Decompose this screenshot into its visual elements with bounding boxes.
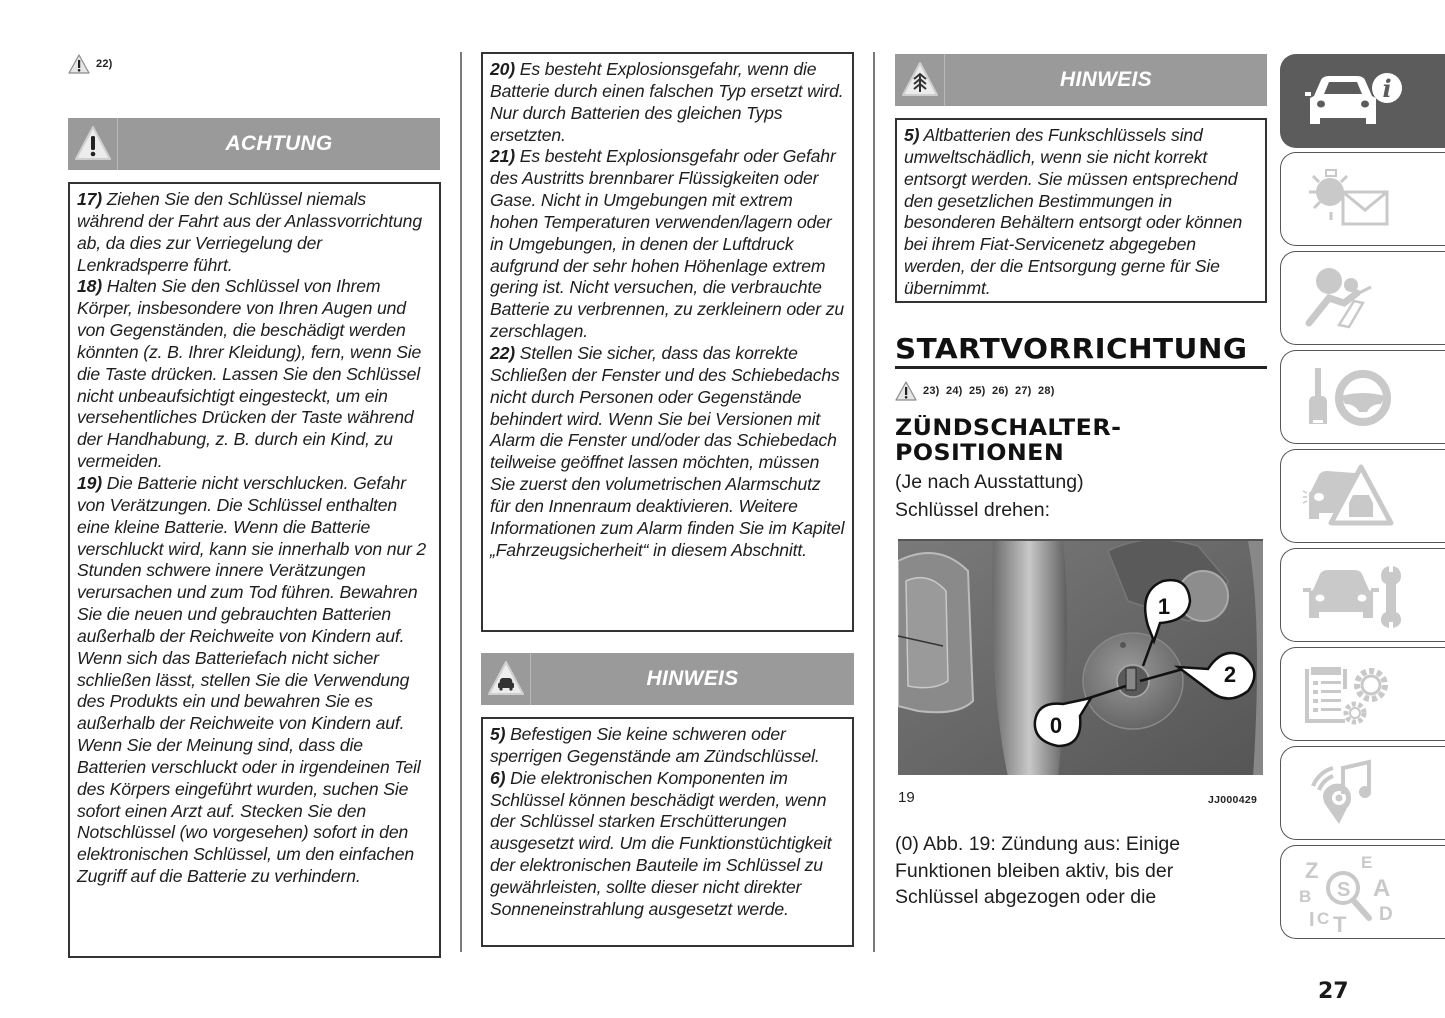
item-text: Altbatterien des Funkschlüssels sind umweltschädlich, wenn sie nicht korrekt entsorgt werden. Sie müssen entsprechend den gesetzlichen Bestimmungen in besonderen Behältern entsorgt oder können bei ihrem Fiat-Servicenetz abgegeben werden, der die Entsorgung gerne für Sie übernimmt. [904,125,1243,298]
tab-technical-data[interactable] [1280,647,1445,741]
svg-text:A: A [1373,875,1391,902]
svg-text:Z: Z [1305,858,1319,883]
tab-emergency[interactable] [1280,449,1445,543]
column-divider-left [460,52,462,952]
item-number: 22) [490,342,515,363]
item-text: Die elektronischen Komponenten im Schlüssel können beschädigt werden, wenn der Schlüssel starken Erschütterungen ausgesetzt wird. Um die Funktionstüchtigkeit der elektronischen Bauteile im Schlüssel zu gewährleisten, sollte dieser nicht direkter Sonneneinstrahlung ausgesetzt werde. [490,767,832,919]
warning-item-21 [490,146,845,343]
car-warning-triangle-icon [1299,461,1409,531]
warning-item-19 [77,473,432,888]
column-divider-right [873,52,875,952]
item-text: Die Batterie nicht verschlucken. Gefahr von Verätzungen. Die Schlüssel enthalten eine kleine Batterie. Wenn die Batterie verschluckt wird, kann sie innerhalb von nur 2 Stunden schwere innere Verätzungen verursachen und zum Tod führen. Bewahren Sie die neuen und gebrauchten Batterien außerhalb der Reichweite von Kindern auf. Wenn sich das Batteriefach nicht sicher schließen lässt, stellen Sie die Verwendung des Produkts ein und bewahren Sie es außerhalb der Reichweite von Kindern auf. Wenn Sie der Meinung sind, dass die Batterien verschluckt oder in irgendeinen Teil des Körpers eingeführt wurden, suchen Sie sofort einen Arzt auf. Stecken Sie den Notschlüssel (wo vorgesehen) sofort in den elektronischen Schlüssel, um den einfachen Zugriff auf die Batterie zu verhindern. [77,472,427,887]
warning-triangle-icon [895,381,917,401]
tab-safety[interactable] [1280,251,1445,345]
tab-car-info[interactable] [1280,54,1445,148]
page-number: 27 [1318,979,1349,1004]
svg-text:E: E [1361,853,1373,872]
item-text: Stellen Sie sicher, dass das korrekte Schließen der Fenster und des Schiebedachs nicht durch Personen oder Gegenstände behindert wird. Wenn Sie bei Versionen mit Alarm die Fenster und/oder das Schiebedach teilweise geöffnet lassen möchten, müssen Sie zuerst den volumetrischen Alarmschutz für den Innenraum deaktivieren. Weitere Informationen zum Alarm finden Sie im Kapitel „Fahrzeugsicherheit“ in diesem Abschnitt. [490,342,845,560]
callout-0: 0 [1049,713,1063,738]
item-text: Befestigen Sie keine schweren oder sperrigen Gegenstände am Zündschlüssel. [490,724,820,766]
alphabet-magnifier-icon [1299,852,1409,932]
tree-triangle-icon [900,60,940,100]
reference-numbers: 22) [96,58,113,70]
figure-code: JJ000429 [1208,794,1258,806]
hinweis-banner-right [895,54,1267,106]
svg-text:D: D [1379,904,1393,925]
warning-light-envelope-icon [1299,164,1409,234]
exclamation-triangle-icon [73,124,113,164]
item-number: 18) [77,276,102,297]
car-triangle-icon [486,659,526,699]
ignition-off-description: (0) Abb. 19: Zündung aus: Einige Funktionen bleiben aktiv, bis der Schlüssel abgezogen oder die [895,833,1181,908]
instruction-text: Schlüssel drehen: [895,499,1051,521]
list-gears-icon [1299,659,1409,729]
item-number: 20) [490,59,515,79]
ignition-illustration [898,541,1263,775]
item-text: Es besteht Explosionsgefahr oder Gefahr des Austritts brennbarer Flüssigkeiten oder Gase. Nicht in Umgebungen mit extrem hohen Temperaturen verwenden/lagern oder in Umgebungen, in denen der Luftdruck aufgrund der sehr hohen Höhenlage extrem gering ist. Nicht versuchen, die verbrauchte Batterie zu verbrennen, zu zerkleinern oder zu zerschlagen. [490,146,844,342]
hinweis-banner-middle [481,653,854,705]
banner-title: ACHTUNG [225,132,333,155]
achtung-notes-box [68,182,441,958]
section-title-underline [895,366,1267,369]
item-text: Halten Sie den Schlüssel von Ihrem Körper, insbesondere von Ihren Augen und von Gegenständen, die beschädigt werden könnten (z. B. Ihrer Kleidung), fern, wenn Sie die Taste drücken. Lassen Sie den Schlüssel nicht unbeaufsichtigt eingesteckt, um ein versehentliches Drücken der Taste während der Handhabung, z. B. durch ein Kind, zu vermeiden. [77,276,422,472]
svg-text:i: i [1382,74,1392,103]
item-number: 5) [904,125,920,145]
warning-item-17 [77,189,432,276]
item-text: Es besteht Explosionsgefahr, wenn die Batterie durch einen falschen Typ ersetzt wird. Nur durch Batterien des gleichen Typs ersetzten. [490,59,844,145]
banner-title: HINWEIS [1060,68,1152,91]
svg-text:C: C [1317,909,1330,928]
car-wrench-icon [1299,560,1409,630]
svg-text:B: B [1299,887,1312,906]
item-number: 17) [77,189,102,209]
ignition-switch-figure [898,539,1263,775]
tab-lights-messages[interactable] [1280,152,1445,246]
item-text: Ziehen Sie den Schlüssel niemals während der Fahrt aus der Anlassvorrichtung ab, da dies zur Verriegelung der Lenkradsperre führt. [77,189,422,275]
note-item-5-battery [904,125,1258,300]
hinweis-notes-box-right [895,118,1267,303]
warning-triangle-icon [68,54,90,74]
svg-text:I: I [1309,909,1315,931]
section-title: STARTVORRICHTUNG [895,333,1248,365]
svg-text:T: T [1333,912,1347,932]
subsection-title-line1: ZÜNDSCHALTER- [895,416,1122,441]
music-location-icon [1299,758,1409,828]
warning-item-18 [77,276,432,473]
subsection-title-line2: POSITIONEN [895,441,1065,466]
figure-number: 19 [898,789,915,806]
warning-reference-line [68,54,113,74]
banner-icon-cell [481,653,531,705]
airbag-seatbelt-icon [1299,263,1409,333]
item-number: 21) [490,146,515,167]
tab-maintenance[interactable] [1280,548,1445,642]
warning-continued-box [481,52,854,632]
hinweis-notes-box-middle [481,717,854,947]
warning-item-22 [490,343,845,561]
warning-item-20 [490,59,845,146]
banner-title: HINWEIS [646,667,739,690]
reference-numbers: 23) 24) 25) 26) 27) 28) [923,385,1055,397]
tab-index[interactable] [1280,845,1445,939]
banner-icon-cell [68,118,118,170]
car-info-icon [1299,66,1409,136]
callout-1: 1 [1157,594,1171,619]
item-number: 19) [77,472,102,493]
tab-starting-driving[interactable] [1280,350,1445,444]
callout-2: 2 [1223,662,1237,687]
tab-multimedia[interactable] [1280,746,1445,840]
note-item-6 [490,768,845,921]
section-reference-line [895,381,1055,401]
item-number: 6) [490,767,506,788]
banner-icon-cell [895,54,945,106]
svg-text:S: S [1337,879,1351,901]
note-item-5 [490,724,845,768]
equipment-note: (Je nach Ausstattung) [895,471,1084,493]
item-number: 5) [490,724,506,744]
key-steering-wheel-icon [1299,362,1409,432]
achtung-banner [68,118,440,170]
